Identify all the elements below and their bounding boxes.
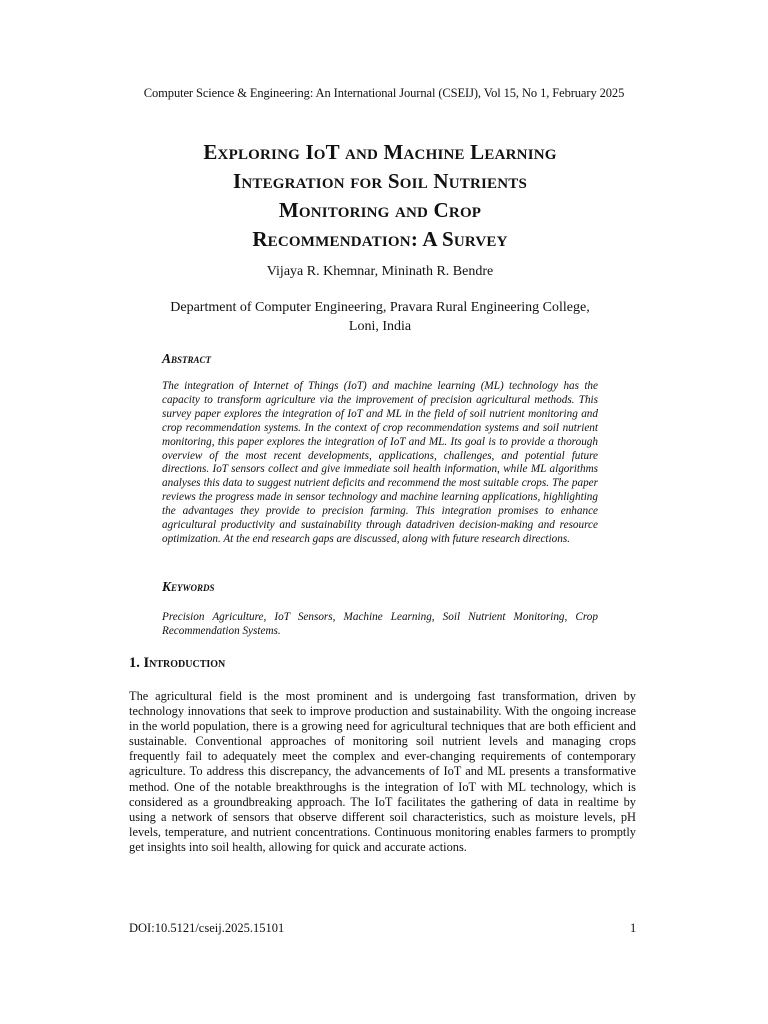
affiliation-line-2: Loni, India: [348, 319, 412, 334]
title-line-3: Monitoring and Crop: [278, 198, 482, 222]
paper-title: [110, 138, 650, 254]
abstract-heading: Abstract: [162, 351, 212, 366]
keywords-text: Precision Agriculture, IoT Sensors, Machine Learning, Soil Nutrient Monitoring, Crop Recommendation Systems.: [162, 611, 598, 637]
footer-doi: DOI:10.5121/cseij.2025.15101: [129, 921, 285, 935]
keywords-heading: Keywords: [162, 579, 215, 594]
title-line-4: Recommendation: A Survey: [252, 227, 508, 251]
title-line-1: Exploring IoT and Machine Learning: [203, 140, 557, 164]
authors: Vijaya R. Khemnar, Mininath R. Bendre: [266, 264, 494, 279]
running-header: Computer Science & Engineering: An International Journal (CSEIJ), Vol 15, No 1, February 2025: [143, 86, 625, 100]
affiliation-line-1: Department of Computer Engineering, Pravara Rural Engineering College,: [170, 300, 590, 315]
introduction-text: The agricultural field is the most prominent and is undergoing fast transformation, driven by technology innovations that seek to improve production and sustainability. With the ongoing increase in the world population, there is a growing need for agricultural techniques that are both efficient and sustainable. Conventional approaches of monitoring soil nutrient levels and managing crops frequently fail to adequately meet the complex and ever-changing requirements of contemporary agriculture. To address this discrepancy, the advancements of IoT and ML presents a transformative method. One of the notable breakthroughs is the integration of IoT with ML technology, which is considered as a groundbreaking approach. The IoT facilitates the gathering of data in realtime by using a network of sensors that observe different soil characteristics, such as moisture levels, pH levels, temperature, and nutrient concentrations. Continuous monitoring enables farmers to promptly get insights into soil health, allowing for quick and accurate actions.: [129, 689, 636, 854]
abstract-text: The integration of Internet of Things (IoT) and machine learning (ML) technology has the capacity to transform agriculture via the improvement of precision agricultural methods. This survey paper explores the integration of IoT and ML in the field of soil nutrient monitoring and crop recommendation systems. In the context of crop recommendation systems and soil nutrient monitoring, this paper explores the integration of IoT and ML. Its goal is to provide a thorough overview of the most recent developments, applications, challenges, and potential future directions. IoT sensors collect and give immediate soil health information, while ML algorithms analyses this data to suggest nutrient deficits and recommend the most suitable crops. The paper reviews the progress made in sensor technology and machine learning applications, highlighting the advantages they provide to precision farming. This integration promises to enhance agricultural productivity and sustainability through datadriven decision-making and resource optimization. At the end research gaps are discussed, along with future research directions.: [162, 380, 598, 545]
introduction-heading: 1. Introduction: [129, 655, 226, 671]
affiliation: [150, 298, 610, 336]
page-number: 1: [630, 921, 637, 935]
title-line-2: Integration for Soil Nutrients: [232, 169, 528, 193]
